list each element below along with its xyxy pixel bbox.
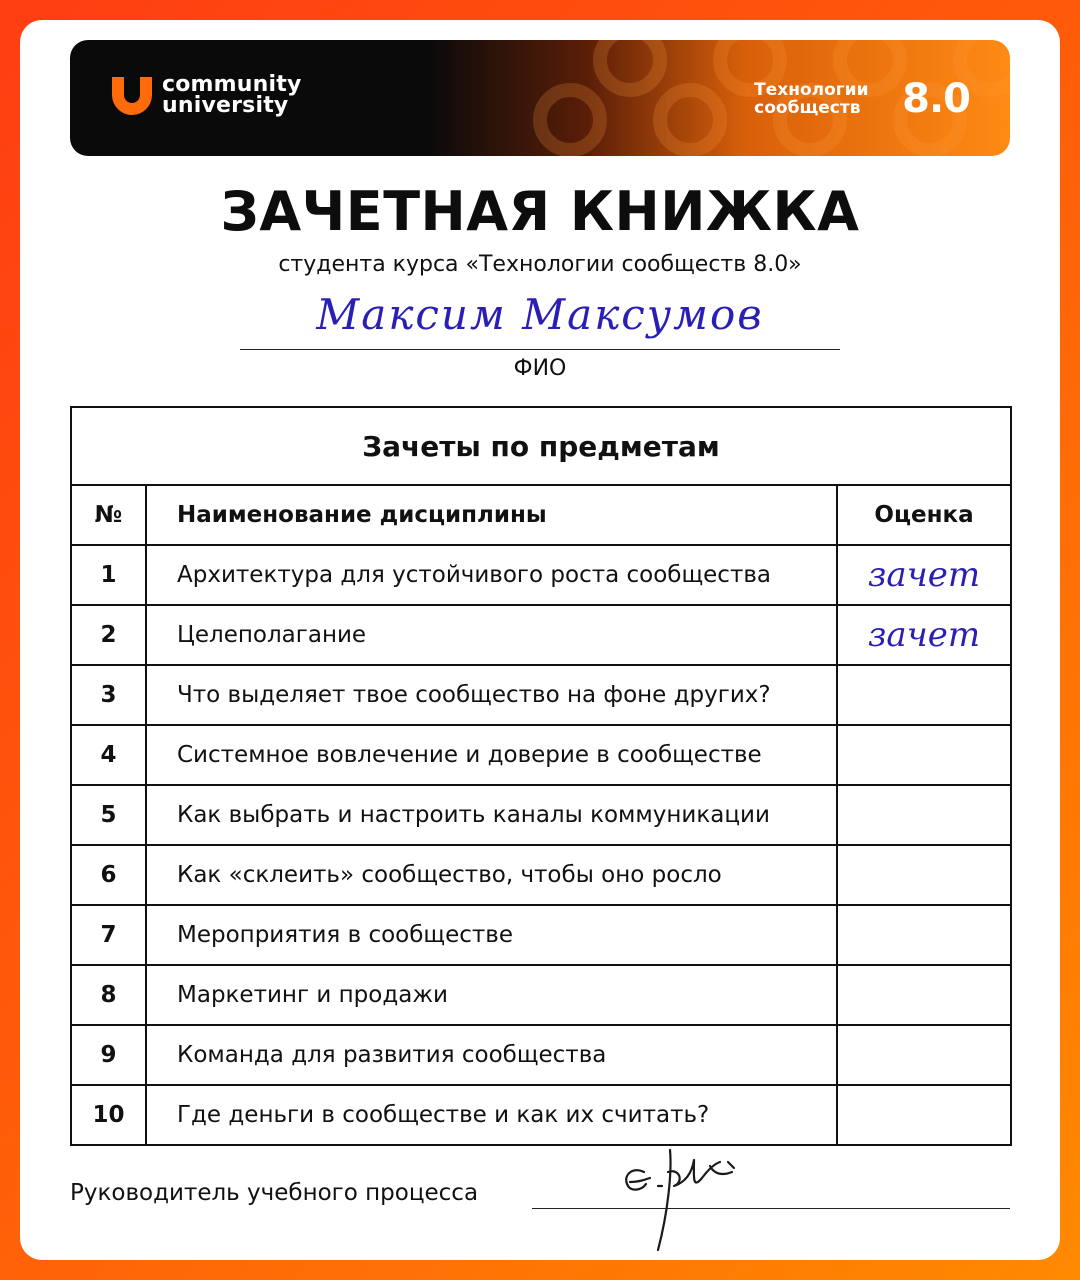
row-subject: Мероприятия в сообществе <box>146 905 837 965</box>
row-grade <box>837 1085 1011 1145</box>
row-subject: Целеполагание <box>146 605 837 665</box>
row-grade <box>837 725 1011 785</box>
row-subject: Маркетинг и продажи <box>146 965 837 1025</box>
row-number: 6 <box>71 845 146 905</box>
header-number: № <box>71 485 146 545</box>
course-logo <box>754 76 970 122</box>
header-banner <box>70 40 1010 156</box>
row-grade <box>837 785 1011 845</box>
row-grade <box>837 665 1011 725</box>
row-subject: Как выбрать и настроить каналы коммуникации <box>146 785 837 845</box>
table-row <box>71 605 1011 665</box>
grades-table <box>70 406 1012 1146</box>
row-grade <box>837 845 1011 905</box>
course-logo-version: 8.0 <box>902 76 970 122</box>
table-row <box>71 905 1011 965</box>
supervisor-label: Руководитель учебного процесса <box>70 1180 479 1206</box>
table-row <box>71 1085 1011 1145</box>
row-grade <box>837 965 1011 1025</box>
document-title: ЗАЧЕТНАЯ КНИЖКА <box>220 180 860 243</box>
row-grade: зачет <box>837 545 1011 605</box>
row-number: 7 <box>71 905 146 965</box>
row-grade <box>837 1025 1011 1085</box>
course-logo-label: Технологии сообществ <box>754 80 869 118</box>
row-number: 2 <box>71 605 146 665</box>
table-row <box>71 845 1011 905</box>
table-row <box>71 1025 1011 1085</box>
signature-icon <box>610 1142 780 1252</box>
table-header-row <box>71 485 1011 545</box>
header-grade: Оценка <box>837 485 1011 545</box>
name-underline <box>240 349 840 350</box>
table-caption: Зачеты по предметам <box>71 407 1011 485</box>
header-name: Наименование дисциплины <box>146 485 837 545</box>
table-row <box>71 545 1011 605</box>
brand-logo-text: community university <box>162 72 302 118</box>
row-subject: Системное вовлечение и доверие в сообществе <box>146 725 837 785</box>
row-number: 5 <box>71 785 146 845</box>
row-subject: Где деньги в сообществе и как их считать? <box>146 1085 837 1145</box>
gradebook-card <box>20 20 1060 1260</box>
community-university-logo-icon <box>110 73 154 117</box>
community-university-logo <box>110 73 312 117</box>
row-number: 4 <box>71 725 146 785</box>
document-subtitle: студента курса «Технологии сообществ 8.0» <box>278 252 802 277</box>
row-subject: Что выделяет твое сообщество на фоне других? <box>146 665 837 725</box>
row-number: 3 <box>71 665 146 725</box>
row-subject: Архитектура для устойчивого роста сообщества <box>146 545 837 605</box>
row-subject: Как «склеить» сообщество, чтобы оно росло <box>146 845 837 905</box>
table-row <box>71 725 1011 785</box>
table-row <box>71 665 1011 725</box>
row-number: 8 <box>71 965 146 1025</box>
row-grade: зачет <box>837 605 1011 665</box>
row-subject: Команда для развития сообщества <box>146 1025 837 1085</box>
row-number: 1 <box>71 545 146 605</box>
row-number: 9 <box>71 1025 146 1085</box>
row-grade <box>837 905 1011 965</box>
table-row <box>71 965 1011 1025</box>
student-name: Максим Максумов <box>316 290 764 339</box>
row-number: 10 <box>71 1085 146 1145</box>
table-row <box>71 785 1011 845</box>
name-caption: ФИО <box>513 356 567 381</box>
